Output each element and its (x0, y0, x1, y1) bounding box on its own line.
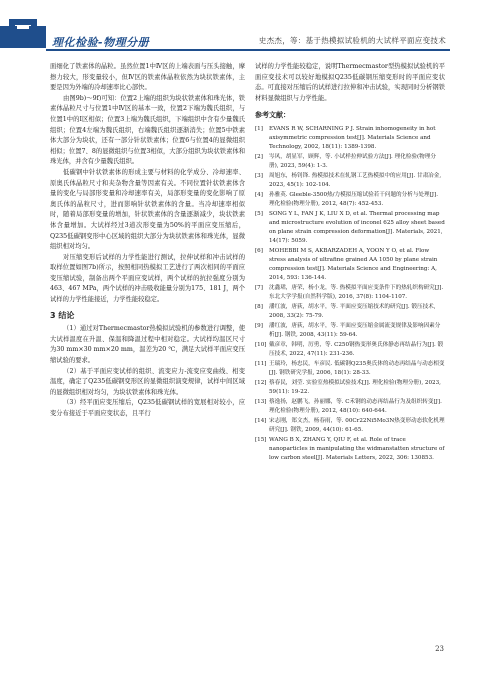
reference-number: [15] (255, 436, 267, 443)
body-paragraph: 由图9b)～9f)可知：位置2上端的组织为块状铁素体和珠光体，铁素体晶粒尺寸与位置1中Ⅳ区的基本一致，位置2下端为魏氏组织，与位置1中的Ⅰ区相似；位置3上端为魏氏组织，下端组织中含有少量魏氏组织；位置4左端为魏氏组织，右端魏氏组织逐渐消失；位置5中铁素体大部分为块状，还有一部分针状铁素体；位置6与位置4的显微组织相似；位置7、8的显微组织与位置3相似，大部分组织为块状铁素体和珠光体，并含有少量魏氏组织。 (50, 94, 245, 166)
reference-text: 沈鑫珺，唐荣，杨小龙，等. 热模拟平面应变条件下的热轧织构研究[J]. 东北大学学报(自然科学版), 2016, 37(8): 1104-1107. (269, 284, 444, 300)
reference-text: 潘红波，唐荻，胡水平，等. 平面应变压缩技术的研究[J]. 锻压技术, 2008, 33(2): 75-79. (269, 303, 436, 319)
reference-text: 蔡逸扬，赵鹏飞，孙丽娜，等. C禾钢的动态再结晶行为及组织转变[J]. 理化检验(物理分册), 2012, 48(10): 640-644. (269, 398, 442, 414)
journal-name: 理化检验-物理分册 (52, 36, 150, 49)
reference-item (255, 303, 445, 321)
right-column (255, 62, 445, 464)
header-rule (46, 49, 450, 51)
reference-number: [3] (255, 172, 263, 179)
reference-text: EVANS R W, SCHARNING P J. Strain inhomogeneity in hot axisymmetric compression test[J]. Materials Science and Technology, 2002, 18(11): 1389-1398. (269, 125, 436, 150)
left-column (50, 62, 245, 420)
reference-item (255, 172, 445, 190)
body-paragraph: 面细化了铁素体的晶粒。虽然位置1中Ⅳ区的上端表面与压头接触，摩擦力较大，形变量较小，但Ⅳ区的铁素体晶粒依然为块状铁素体，主要是因为外端的冷却速率比心部快。 (50, 63, 245, 92)
reference-text: 王瑞玲，杨忠民，车彦民. 低碳钢Q235奥氏体的动态再结晶与动态相变[J]. 钢铁研究学报, 2006, 18(1): 28-33. (269, 360, 445, 376)
references-title: 参考文献： (255, 111, 290, 120)
reference-number: [7] (255, 284, 263, 291)
body-paragraph: 低碳钢中针状铁素体的形成主要与材料的化学成分、冷却速率、原奥氏体晶粒尺寸和夹杂物含量等因素有关。不同位置针状铁素体含量的变化与局部形变量和冷却速率有关，局部形变量的变化影响了原奥氏体的晶粒尺寸，进而影响针状铁素体的含量。当冷却速率相似时，随着局部形变量的增加，针状铁素体的含量逐渐减少，块状铁素体含量增加。大试样经过3道次形变量为50%的平面应变压缩后，Q235低碳钢变形中心区域的组织大部分为块状铁素体和珠光体，显微组织相对均匀。 (50, 168, 245, 251)
reference-number: [1] (255, 125, 263, 132)
reference-list (255, 125, 445, 463)
reference-text: 孙雅英. Gleeble-3500热/力模拟压缩试验若干问题的分析与处理[J]. 理化检验(物理分册), 2012, 48(7): 452-453. (269, 191, 438, 207)
reference-text: 岑风，胡显军，顾辉，等. 小试样拉伸试验方法[J]. 理化检验(物理分册), 2023, 59(4): 1-3. (269, 153, 436, 169)
reference-number: [11] (255, 360, 267, 367)
reference-text: 周旭东，杨钊锋. 热模拟技术在轧钢工艺热模拟中的应用[J]. 甘肃冶金, 2023, 45(1): 102-104. (269, 172, 442, 188)
reference-number: [10] (255, 341, 267, 348)
reference-text: SONG Y L, FAN J K, LIU X D, et al. Thermal processing map and microstructure evolution of inconel 625 alloy sheet based on plane strain compression deformation[J]. Materials, 2021, 14(17): 5059. (269, 210, 445, 244)
reference-number: [9] (255, 322, 263, 329)
reference-item (255, 153, 445, 171)
reference-text: WANG B X, ZHANG Y, QIU F, et al. Role of trace nanoparticles in manipulating the widmanstatten structure of low carbon steel[J]. Materials Letters, 2022, 306: 130853. (269, 436, 445, 461)
page-header (0, 0, 480, 52)
reference-text: 蔡春民，刘莹. 实验室热模拟试验技术[J]. 理化检验(物理分册), 2023, 59(11): 19-22. (269, 379, 441, 395)
reference-item (255, 191, 445, 209)
conclusion-item: （3）经平面应变压缩后，Q235低碳钢试样的宽展相对较小，应变分布接近于平面应变状态，且平行 (50, 399, 245, 417)
reference-number: [8] (255, 303, 263, 310)
reference-item (255, 398, 445, 416)
reference-text: 戴彦章，韩明，厉勇，等. C250钢热变形奥氏体静态再结晶行为[J]. 锻压技术, 2022, 47(11): 231-236. (269, 341, 444, 357)
reference-item (255, 417, 445, 435)
reference-number: [2] (255, 153, 263, 160)
reference-number: [5] (255, 210, 263, 217)
body-paragraph: 试样的力学性能较稳定，说明Thermecmastor型热模拟试验机的平面应变技术可以较好地模拟Q235低碳钢压缩变形时的平面应变状态。可直接对压缩后的试样进行拉伸和冲击试验，实现同时分析钢铁材料显微组织与力学性能。 (255, 63, 445, 102)
reference-item (255, 247, 445, 283)
reference-item (255, 360, 445, 378)
conclusion-item: （1）通过对Thermecmastor热模拟试验机的参数进行调整，使大试样温度在升温、保温和降温过程中相对稳定。大试样均温区尺寸为30 mm×30 mm×20 mm，温差为20 ℃，满足大试样平面应变压缩试验的要求。 (50, 325, 245, 365)
reference-number: [14] (255, 417, 267, 424)
reference-item (255, 284, 445, 302)
reference-text: 潘红波，唐荻，胡水平，等. 平面应变压缩金属流变规律及影响因素分析[J]. 钢铁, 2008, 43(11): 59-64. (269, 322, 441, 338)
reference-text: MOHEBBI M S, AKBARZADEH A, YOON Y O, et al. Flow stress analysis of ultrafine grained AA 1050 by plane strain compression test[J]. Materials Science and Engineering: A, 2014, 593: 136-144. (269, 247, 438, 281)
reference-number: [13] (255, 398, 267, 405)
reference-item (255, 322, 445, 340)
reference-item (255, 341, 445, 359)
journal-logo-icon (6, 17, 40, 49)
reference-item (255, 125, 445, 152)
reference-item (255, 379, 445, 397)
reference-number: [12] (255, 379, 267, 386)
reference-text: 宋志刚，郑文杰，杨春雨，等. 00Cr22Ni5Mo3N热变形动态软化机理研究[J]. 钢铁, 2009, 44(10): 61-65. (269, 417, 445, 433)
conclusion-item: （2）基于平面应变试样的组织、流变应力-流变应变曲线、相变温度，确定了Q235低碳钢变形区的显微组织演变规律，试样中间区域的显微组织相对均匀，为块状铁素体和珠光体。 (50, 367, 245, 396)
reference-item (255, 436, 445, 463)
reference-number: [4] (255, 191, 263, 198)
page-number: 23 (435, 645, 444, 653)
body-paragraph: 对压缩变形后试样的力学性能进行测试，拉伸试样和冲击试样的取样位置如图7b)所示，按照相同热模拟工艺进行了两次相同的平面应变压缩试验，制备出两个平面应变试样，两个试样的抗拉强度分别为463、467 MPa，两个试样的冲击吸收能量分别为175、181 J，两个试样的力学性能接近，力学性能较稳定。 (50, 253, 245, 304)
section-heading: 3 结论 (50, 310, 75, 320)
reference-number: [6] (255, 247, 263, 254)
reference-item (255, 210, 445, 246)
running-title: 史杰杰，等：基于热模拟试验机的大试样平面应变技术 (258, 36, 446, 45)
